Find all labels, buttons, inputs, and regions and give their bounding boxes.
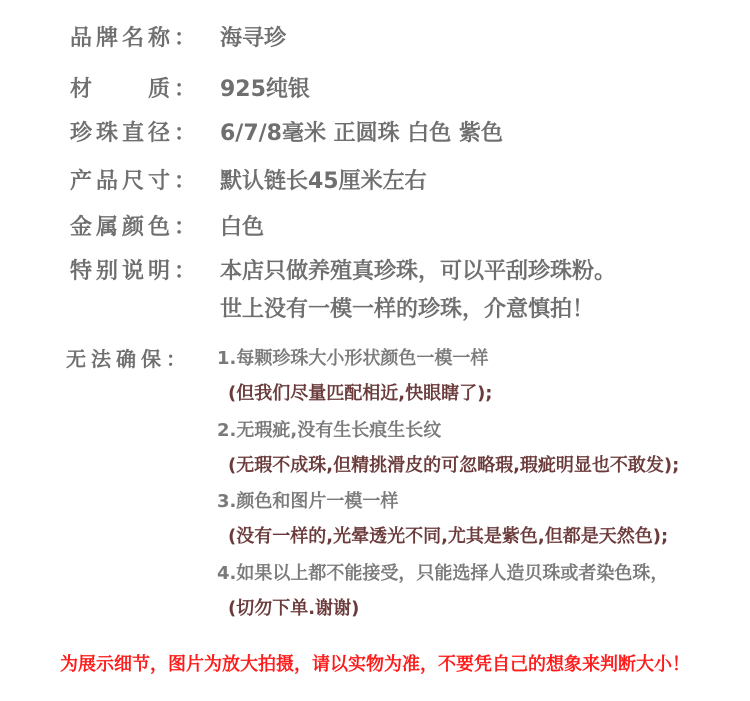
metal-color-value: 白色 (220, 215, 265, 240)
no-guarantee-item-1: 1.每颗珍珠大小形状颜色一模一样 (217, 348, 489, 369)
brand-value: 海寻珍 (220, 26, 287, 51)
material-label: 材 质： (70, 77, 201, 102)
material-value: 925纯银 (220, 77, 310, 102)
no-guarantee-note-1: (但我们尽量匹配相近,快眼瞎了); (228, 383, 493, 404)
metal-color-label: 金属颜色： (70, 215, 201, 240)
spec-row-special-note-continued (0, 294, 750, 326)
no-guarantee-note-2: (无瑕不成珠,但精挑滑皮的可忽略瑕,瑕疵明显也不敢发); (228, 455, 680, 476)
size-label: 产品尺寸： (70, 169, 201, 194)
diameter-value: 6/7/8毫米 正圆珠 白色 紫色 (220, 121, 503, 146)
no-guarantee-item-2: 2.无瑕疵,没有生长痕生长纹 (217, 420, 442, 441)
special-note-label: 特别说明： (70, 259, 201, 284)
spec-row-metal-color (0, 212, 750, 244)
spec-row-material (0, 74, 750, 106)
spec-row-brand (0, 23, 750, 55)
diameter-label: 珍珠直径： (70, 121, 201, 146)
size-value: 默认链长45厘米左右 (220, 169, 427, 194)
special-note-value-2: 世上没有一模一样的珍珠，介意慎拍！ (220, 297, 595, 322)
size-disclaimer: 为展示细节，图片为放大拍摄，请以实物为准，不要凭自己的想象来判断大小！ (60, 654, 690, 675)
spec-row-diameter (0, 118, 750, 150)
spec-row-special-note (0, 256, 750, 288)
no-guarantee-item-3: 3.颜色和图片一模一样 (217, 491, 399, 512)
no-guarantee-note-3: (没有一样的,光晕透光不同,尤其是紫色,但都是天然色); (228, 526, 669, 547)
no-guarantee-item-4: 4.如果以上都不能接受，只能选择人造贝珠或者染色珠， (217, 563, 669, 584)
no-guarantee-label: 无法确保： (66, 347, 191, 371)
spec-row-size (0, 166, 750, 198)
brand-label: 品牌名称： (70, 26, 201, 51)
no-guarantee-note-4: (切勿下单.谢谢) (228, 598, 360, 619)
special-note-value: 本店只做养殖真珍珠，可以平刮珍珠粉。 (220, 259, 617, 284)
